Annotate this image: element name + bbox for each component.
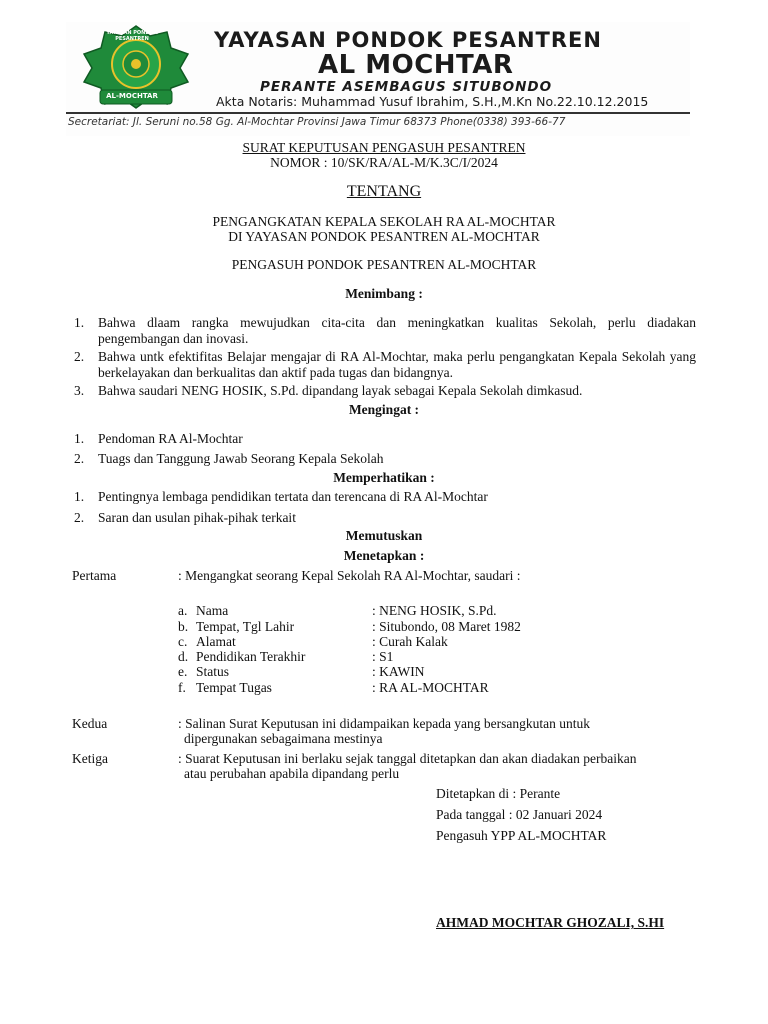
detail-letter: c. bbox=[178, 634, 188, 649]
subject-line1: PENGANGKATAN KEPALA SEKOLAH RA AL-MOCHTAR bbox=[212, 214, 556, 229]
menimbang-heading: Menimbang : bbox=[345, 286, 423, 301]
letterhead-title-line1: YAYASAN PONDOK PESANTREN bbox=[214, 28, 602, 52]
memperhatikan-item: Pentingnya lembaga pendidikan tertata dan terencana di RA Al-Mochtar bbox=[98, 489, 488, 504]
detail-value: : Curah Kalak bbox=[372, 634, 448, 649]
mengingat-heading: Mengingat : bbox=[348, 402, 420, 417]
detail-value: : Situbondo, 08 Maret 1982 bbox=[372, 619, 521, 634]
detail-letter: a. bbox=[178, 603, 188, 618]
detail-label: Pendidikan Terakhir bbox=[196, 649, 306, 664]
signatory-name: AHMAD MOCHTAR GHOZALI, S.HI bbox=[436, 915, 665, 930]
document-title: SURAT KEPUTUSAN PENGASUH PESANTREN bbox=[242, 140, 526, 155]
detail-label: Status bbox=[196, 664, 230, 679]
subject-line2: DI YAYASAN PONDOK PESANTREN AL-MOCHTAR bbox=[228, 229, 540, 244]
menimbang-num: 1. bbox=[74, 315, 85, 330]
signature-date: Pada tanggal : 02 Januari 2024 bbox=[436, 807, 603, 822]
pertama-label: Pertama bbox=[72, 568, 117, 583]
detail-label: Tempat, Tgl Lahir bbox=[196, 619, 295, 634]
kedua-line2: dipergunakan sebagaimana mestinya bbox=[184, 731, 383, 746]
detail-label: Tempat Tugas bbox=[196, 680, 272, 695]
menetapkan-heading: Menetapkan : bbox=[343, 548, 425, 563]
detail-value: : RA AL-MOCHTAR bbox=[372, 680, 489, 695]
letterhead-subtitle: PERANTE ASEMBAGUS SITUBONDO bbox=[260, 79, 553, 95]
menimbang-num: 2. bbox=[74, 349, 85, 364]
mengingat-item: Tuags dan Tanggung Jawab Seorang Kepala Sekolah bbox=[98, 451, 384, 466]
tentang-heading: TENTANG bbox=[346, 183, 422, 200]
letterhead-notaris: Akta Notaris: Muhammad Yusuf Ibrahim, S.H.,M.Kn No.22.10.12.2015 bbox=[216, 94, 649, 109]
document-number: NOMOR : 10/SK/RA/AL-M/K.3C/I/2024 bbox=[270, 155, 498, 170]
issuer-line: PENGASUH PONDOK PESANTREN AL-MOCHTAR bbox=[231, 257, 537, 272]
letterhead-divider bbox=[66, 112, 690, 114]
logo-text-top: YAYASAN PONDOK PESANTREN bbox=[106, 30, 158, 42]
detail-letter: b. bbox=[178, 619, 189, 634]
detail-letter: d. bbox=[178, 649, 189, 664]
letterhead-address: Secretariat: Jl. Seruni no.58 Gg. Al-Mochtar Provinsi Jawa Timur 68373 Phone(0338) 393-66-77 bbox=[68, 116, 566, 128]
detail-label: Nama bbox=[196, 603, 229, 618]
mengingat-item: Pendoman RA Al-Mochtar bbox=[98, 431, 243, 446]
mengingat-num: 1. bbox=[74, 431, 85, 446]
detail-letter: e. bbox=[178, 664, 188, 679]
ketiga-label: Ketiga bbox=[72, 751, 108, 766]
letterhead-title-line2: AL MOCHTAR bbox=[318, 50, 514, 80]
menimbang-item: Bahwa dlaam rangka mewujudkan cita-cita dan meningkatkan kualitas Sekolah, perlu diadakan pengembangan dan inovasi. bbox=[98, 315, 696, 346]
mengingat-num: 2. bbox=[74, 451, 85, 466]
kedua-line1: : Salinan Surat Keputusan ini didampaikan kepada yang bersangkutan untuk bbox=[178, 716, 591, 731]
memperhatikan-item: Saran dan usulan pihak-pihak terkait bbox=[98, 510, 296, 525]
pertama-text: : Mengangkat seorang Kepal Sekolah RA Al-Mochtar, saudari : bbox=[178, 568, 521, 583]
detail-value: : S1 bbox=[372, 649, 394, 664]
detail-letter: f. bbox=[178, 680, 186, 695]
ketiga-line2: atau perubahan apabila dipandang perlu bbox=[184, 766, 400, 781]
memperhatikan-heading: Memperhatikan : bbox=[333, 470, 435, 485]
letterhead bbox=[66, 22, 690, 136]
detail-value: : NENG HOSIK, S.Pd. bbox=[372, 603, 497, 618]
detail-label: Alamat bbox=[196, 634, 236, 649]
menimbang-item: Bahwa untk efektifitas Belajar mengajar di RA Al-Mochtar, maka perlu pengangkatan Kepala Sekolah yang berkelayakan dan berkualitas dan aktif pada tugas dan bidangnya. bbox=[98, 349, 696, 380]
logo-text-bottom: AL-MOCHTAR bbox=[106, 92, 158, 100]
ketiga-line1: : Suarat Keputusan ini berlaku sejak tanggal ditetapkan dan akan diadakan perbaikan bbox=[178, 751, 637, 766]
menimbang-num: 3. bbox=[74, 383, 85, 398]
memperhatikan-num: 1. bbox=[74, 489, 85, 504]
memperhatikan-num: 2. bbox=[74, 510, 85, 525]
kedua-label: Kedua bbox=[72, 716, 108, 731]
memutuskan-heading: Memutuskan bbox=[345, 528, 423, 543]
signature-position: Pengasuh YPP AL-MOCHTAR bbox=[436, 828, 607, 843]
menimbang-item: Bahwa saudari NENG HOSIK, S.Pd. dipandang layak sebagai Kepala Sekolah dimkasud. bbox=[98, 383, 583, 398]
detail-value: : KAWIN bbox=[372, 664, 425, 679]
signature-place: Ditetapkan di : Perante bbox=[436, 786, 561, 801]
